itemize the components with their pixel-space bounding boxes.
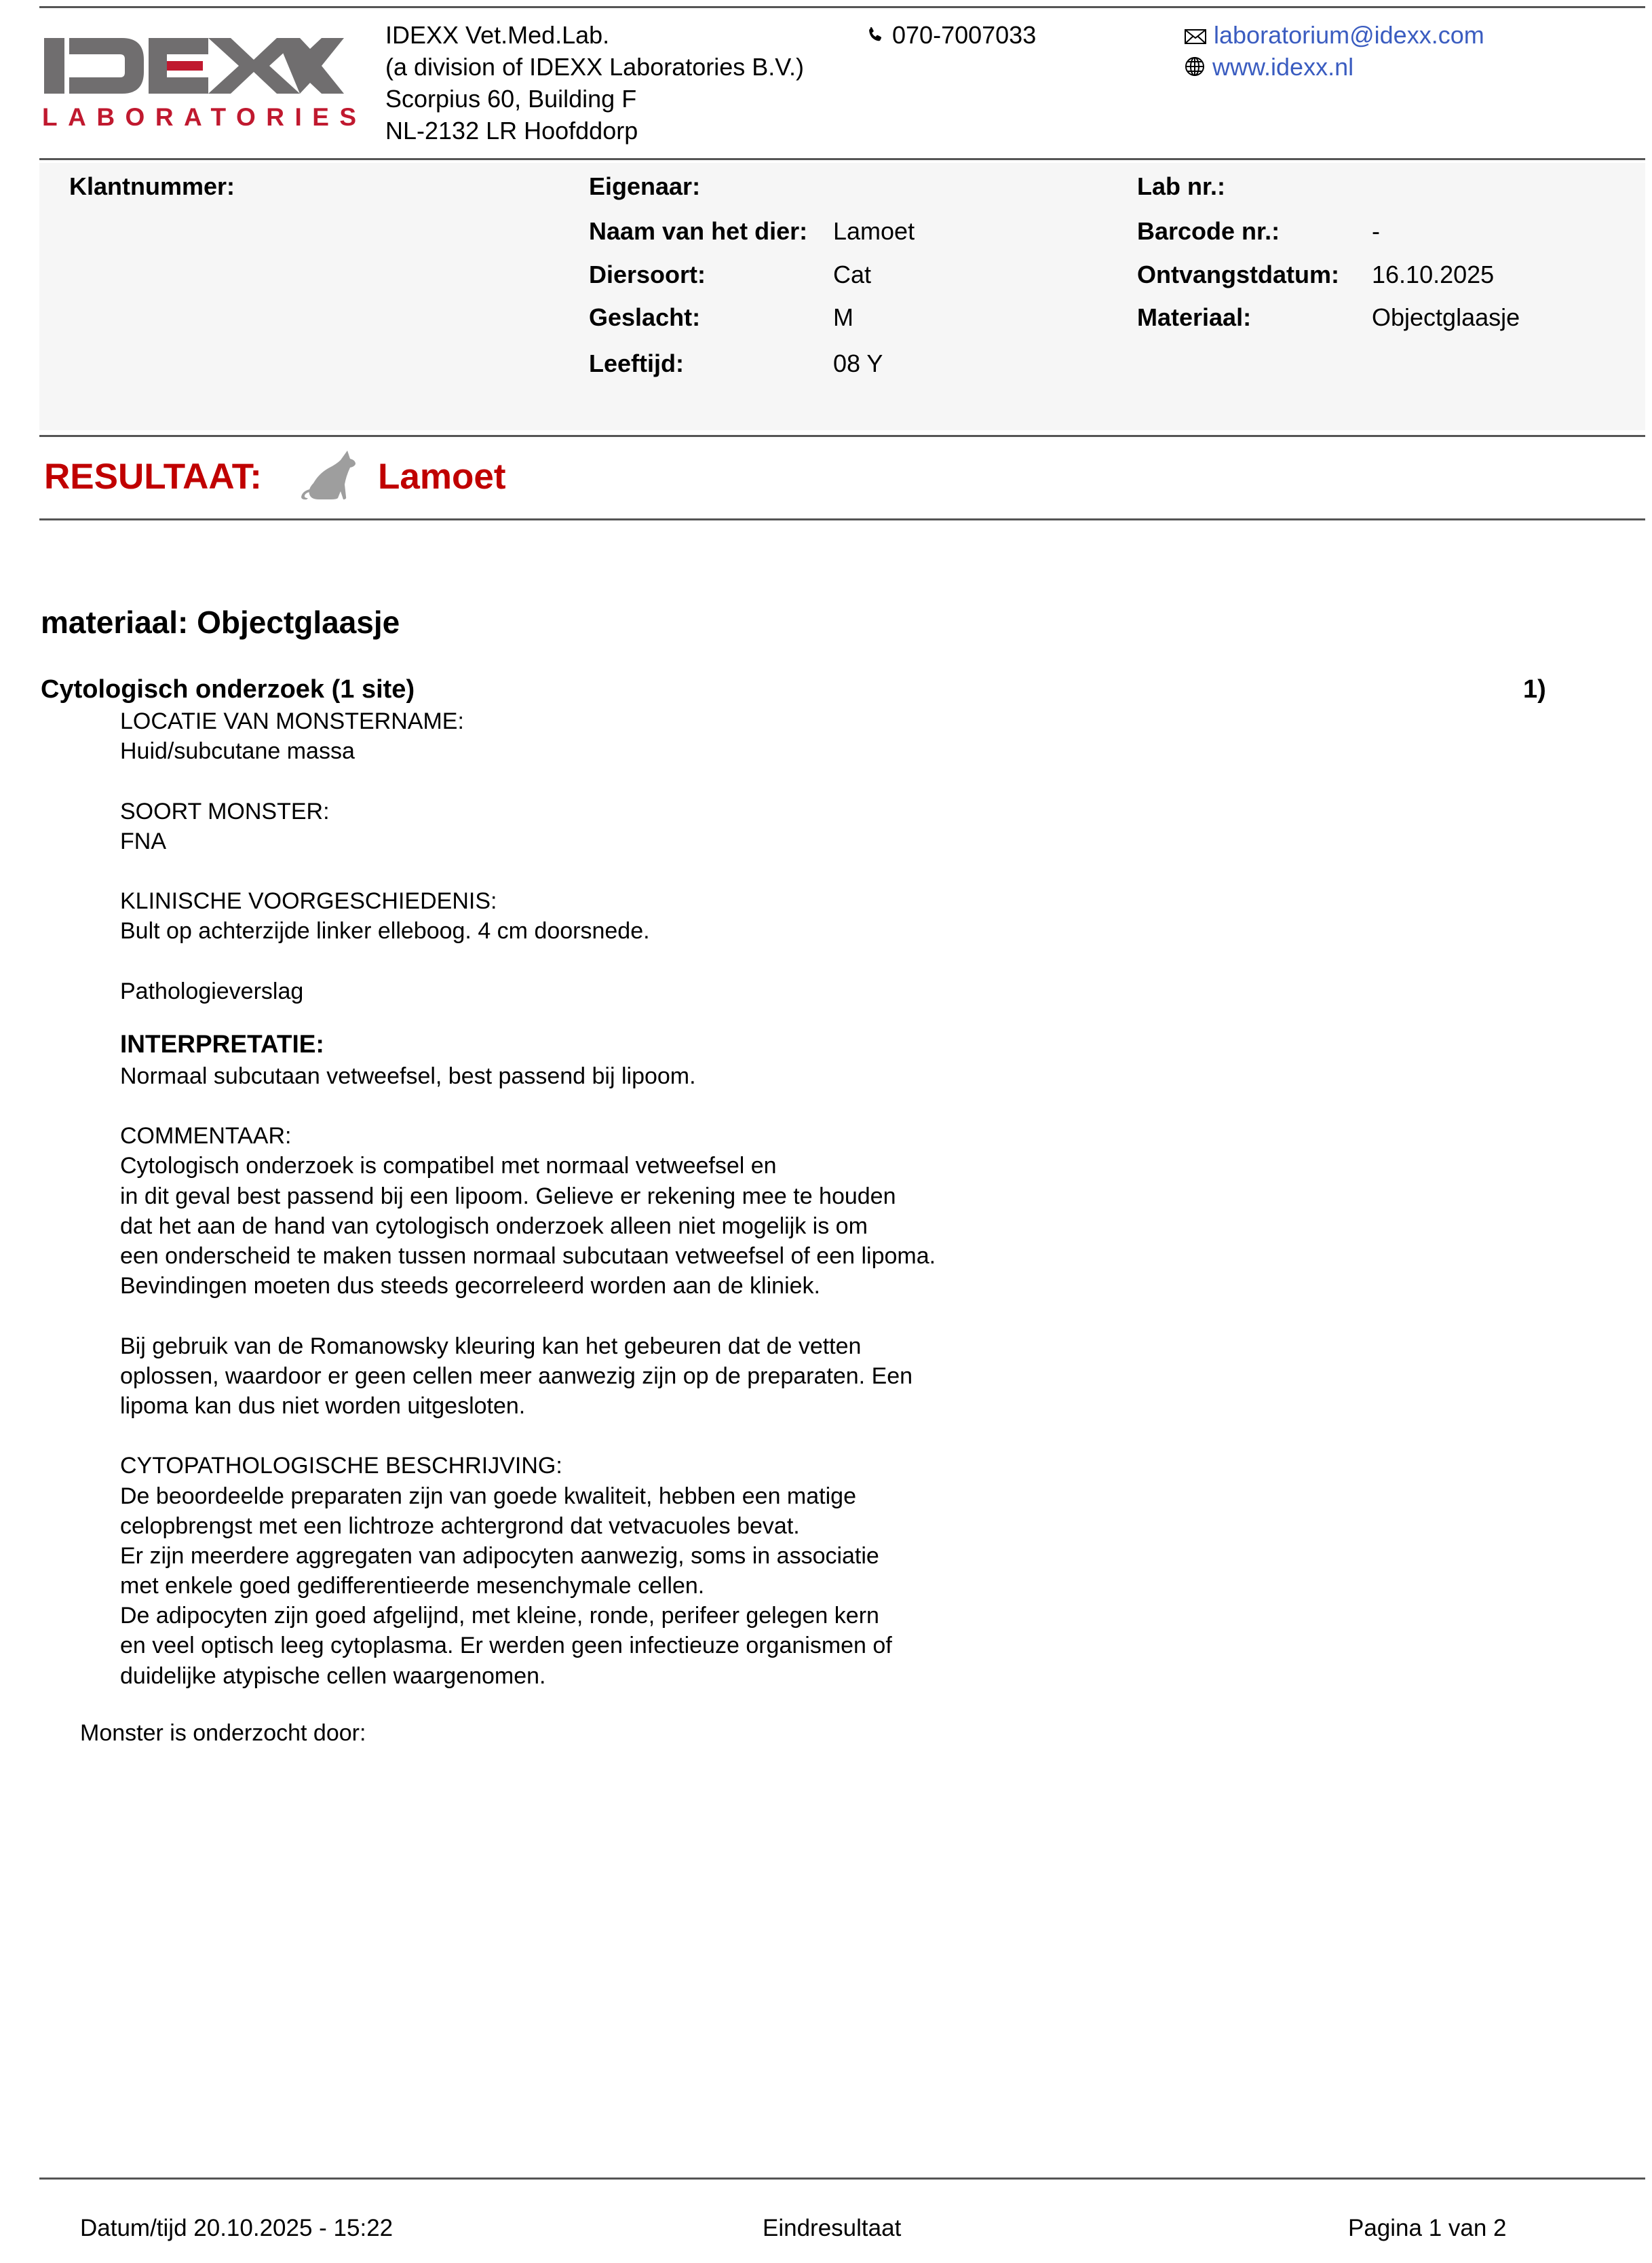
footer-status: Eindresultaat [763,2215,902,2241]
footer-divider [39,2178,1645,2180]
section-heading-interpretation: INTERPRETATIE: [120,1029,324,1058]
section-heading-history: KLINISCHE VOORGESCHIEDENIS: [120,888,497,915]
logo-subtitle: LABORATORIES [42,103,367,131]
diersoort-value: Cat [833,261,872,288]
patient-info-panel [39,163,1645,430]
comment-line: Bij gebruik van de Romanowsky kleuring kan het gebeuren dat de vetten [120,1333,862,1359]
result-divider [39,518,1645,520]
lab-nr-label: Lab nr.: [1137,172,1226,200]
idexx-wordmark-icon [42,35,347,100]
info-divider [39,435,1645,437]
lab-city: NL-2132 LR Hoofddorp [385,117,638,145]
result-title: RESULTAAT: [44,457,262,497]
top-divider [39,6,1645,8]
leeftijd-label: Leeftijd: [589,349,684,377]
test-name: Cytologisch onderzoek (1 site) [41,675,415,704]
klantnummer-label: Klantnummer: [69,172,235,200]
section-heading-sample-type: SOORT MONSTER: [120,798,330,824]
header-divider [39,158,1645,160]
diersoort-label: Diersoort: [589,261,706,288]
test-reference-note: 1) [1523,675,1546,704]
history-value: Bult op achterzijde linker elleboog. 4 cm doorsnede. [120,918,650,945]
comment-line: in dit geval best passend bij een lipoom. Gelieve er rekening mee te houden [120,1183,896,1209]
examined-by: Monster is onderzocht door: [80,1720,366,1746]
eigenaar-label: Eigenaar: [589,172,701,200]
description-line: De beoordeelde preparaten zijn van goede kwaliteit, hebben een matige [120,1483,856,1509]
interpretation-value: Normaal subcutaan vetweefsel, best passend bij lipoom. [120,1063,696,1089]
materiaal-label: Materiaal: [1137,303,1252,331]
leeftijd-value: 08 Y [833,349,883,377]
description-line: De adipocyten zijn goed afgelijnd, met kleine, ronde, perifeer gelegen kern [120,1603,879,1629]
sample-type-value: FNA [120,828,166,854]
lab-address [385,19,804,147]
email-contact [1184,19,1484,53]
comment-line: lipoma kan dus niet worden uitgesloten. [120,1392,526,1419]
section-heading-location: LOCATIE VAN MONSTERNAME: [120,708,464,734]
comment-line: oplossen, waardoor er geen cellen meer aanwezig zijn op de preparaten. Een [120,1363,913,1389]
cat-icon [299,449,358,501]
footer-page-number: Pagina 1 van 2 [1348,2215,1507,2241]
description-line: en veel optisch leeg cytoplasma. Er werden geen infectieuze organismen of [120,1633,892,1659]
comment-line: dat het aan de hand van cytologisch onderzoek alleen niet mogelijk is om [120,1213,868,1239]
location-value: Huid/subcutane massa [120,738,355,765]
material-heading: materiaal: Objectglaasje [41,605,400,640]
envelope-icon [1184,21,1207,53]
phone-contact [865,19,1036,53]
globe-icon [1184,53,1206,85]
naam-dier-value: Lamoet [833,217,915,245]
barcode-nr-value: - [1372,217,1380,245]
geslacht-value: M [833,303,853,331]
comment-line: Bevindingen moeten dus steeds gecorreleerd worden aan de kliniek. [120,1273,820,1299]
idexx-logo [42,35,367,131]
website-link[interactable]: www.idexx.nl [1212,53,1354,81]
comment-line: Cytologisch onderzoek is compatibel met normaal vetweefsel en [120,1153,777,1179]
section-heading-cytopathology: CYTOPATHOLOGISCHE BESCHRIJVING: [120,1453,562,1479]
phone-icon [865,21,885,53]
barcode-nr-label: Barcode nr.: [1137,217,1280,245]
ontvangstdatum-label: Ontvangstdatum: [1137,261,1340,288]
phone-number: 070-7007033 [892,21,1037,49]
description-line: met enkele goed gedifferentieerde mesenchymale cellen. [120,1573,705,1599]
ontvangstdatum-value: 16.10.2025 [1372,261,1495,288]
pathology-report-label: Pathologieverslag [120,978,304,1004]
lab-division: (a division of IDEXX Laboratories B.V.) [385,53,804,81]
naam-dier-label: Naam van het dier: [589,217,808,245]
geslacht-label: Geslacht: [589,303,701,331]
email-link[interactable]: laboratorium@idexx.com [1214,21,1484,49]
description-line: duidelijke atypische cellen waargenomen. [120,1662,546,1689]
description-line: Er zijn meerdere aggregaten van adipocyten aanwezig, soms in associatie [120,1542,879,1569]
section-heading-comment: COMMENTAAR: [120,1123,292,1149]
lab-name: IDEXX Vet.Med.Lab. [385,21,610,49]
comment-line: een onderscheid te maken tussen normaal subcutaan vetweefsel of een lipoma. [120,1243,936,1269]
lab-street: Scorpius 60, Building F [385,85,637,113]
result-animal-name: Lamoet [378,457,506,497]
description-line: celopbrengst met een lichtroze achtergrond dat vetvacuoles bevat. [120,1513,800,1539]
footer-datetime: Datum/tijd 20.10.2025 - 15:22 [80,2215,393,2241]
materiaal-value: Objectglaasje [1372,303,1520,331]
report-body [120,706,936,1691]
website-contact [1184,51,1353,85]
